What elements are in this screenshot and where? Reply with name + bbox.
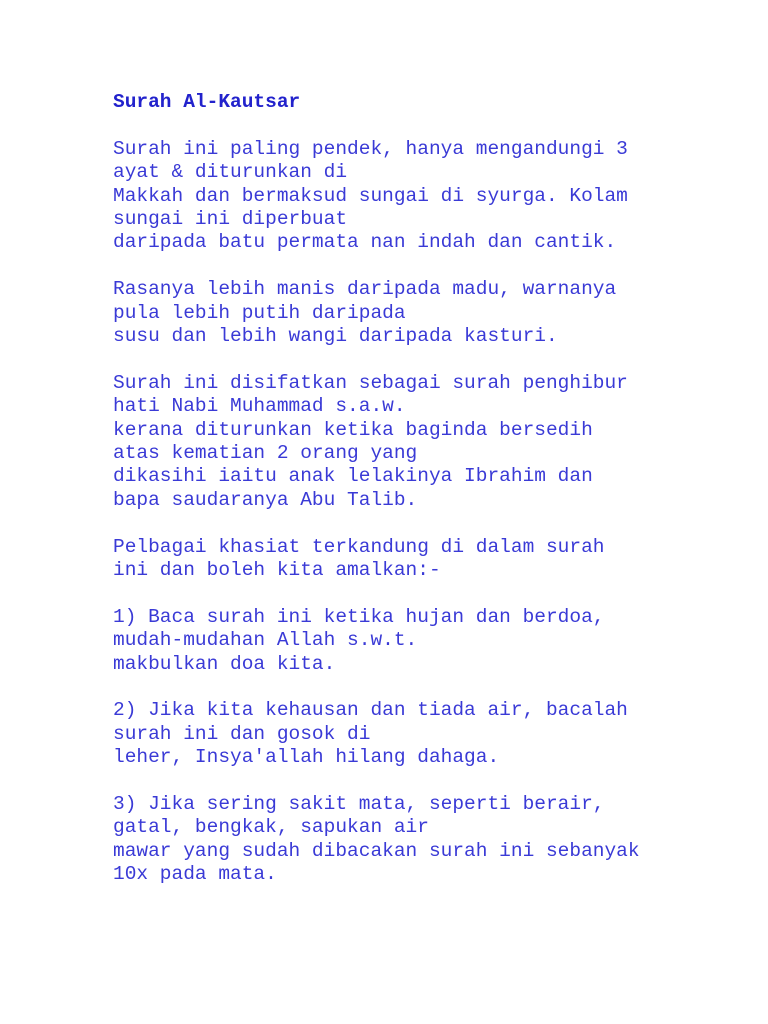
paragraph-line: mudah-mudahan Allah s.w.t. [113,629,418,652]
paragraph-line: makbulkan doa kita. [113,652,336,675]
paragraph-line: Makkah dan bermaksud sungai di syurga. Kolam [113,184,628,207]
paragraph-consolation [113,372,713,512]
paragraph-intro [113,138,713,255]
list-item-benefit-3 [113,793,713,887]
paragraph-line: 1) Baca surah ini ketika hujan dan berdoa, [113,605,605,628]
paragraph-line: surah ini dan gosok di [113,722,371,745]
paragraph-line: ini dan boleh kita amalkan:- [113,559,441,582]
paragraph-line: Surah ini disifatkan sebagai surah penghibur [113,371,628,394]
paragraph-line: 2) Jika kita kehausan dan tiada air, bacalah [113,699,628,722]
paragraph-benefits-intro [113,536,713,583]
paragraph-line: gatal, bengkak, sapukan air [113,816,429,839]
paragraph-line: leher, Insya'allah hilang dahaga. [113,746,500,769]
paragraph-line: Rasanya lebih manis daripada madu, warnanya [113,278,617,301]
paragraph-line: 3) Jika sering sakit mata, seperti berair, [113,793,605,816]
list-item-benefit-1 [113,606,713,676]
paragraph-line: kerana diturunkan ketika baginda bersedih [113,418,593,441]
paragraph-line: pula lebih putih daripada [113,301,406,324]
paragraph-line: bapa saudaranya Abu Talib. [113,488,418,511]
paragraph-line: Surah ini paling pendek, hanya mengandungi 3 [113,137,628,160]
paragraph-line: susu dan lebih wangi daripada kasturi. [113,325,558,348]
paragraph-line: atas kematian 2 orang yang [113,442,418,465]
paragraph-line: dikasihi iaitu anak lelakinya Ibrahim dan [113,465,593,488]
paragraph-line: mawar yang sudah dibacakan surah ini sebanyak [113,839,640,862]
paragraph-line: sungai ini diperbuat [113,208,348,231]
paragraph-line: 10x pada mata. [113,863,277,886]
document-body [113,91,713,910]
paragraph-taste [113,278,713,348]
document-title: Surah Al-Kautsar [113,91,301,113]
paragraph-line: ayat & diturunkan di [113,161,348,184]
list-item-benefit-2 [113,699,713,769]
paragraph-line: hati Nabi Muhammad s.a.w. [113,395,406,418]
paragraph-line: daripada batu permata nan indah dan cantik. [113,231,617,254]
paragraph-line: Pelbagai khasiat terkandung di dalam surah [113,535,605,558]
